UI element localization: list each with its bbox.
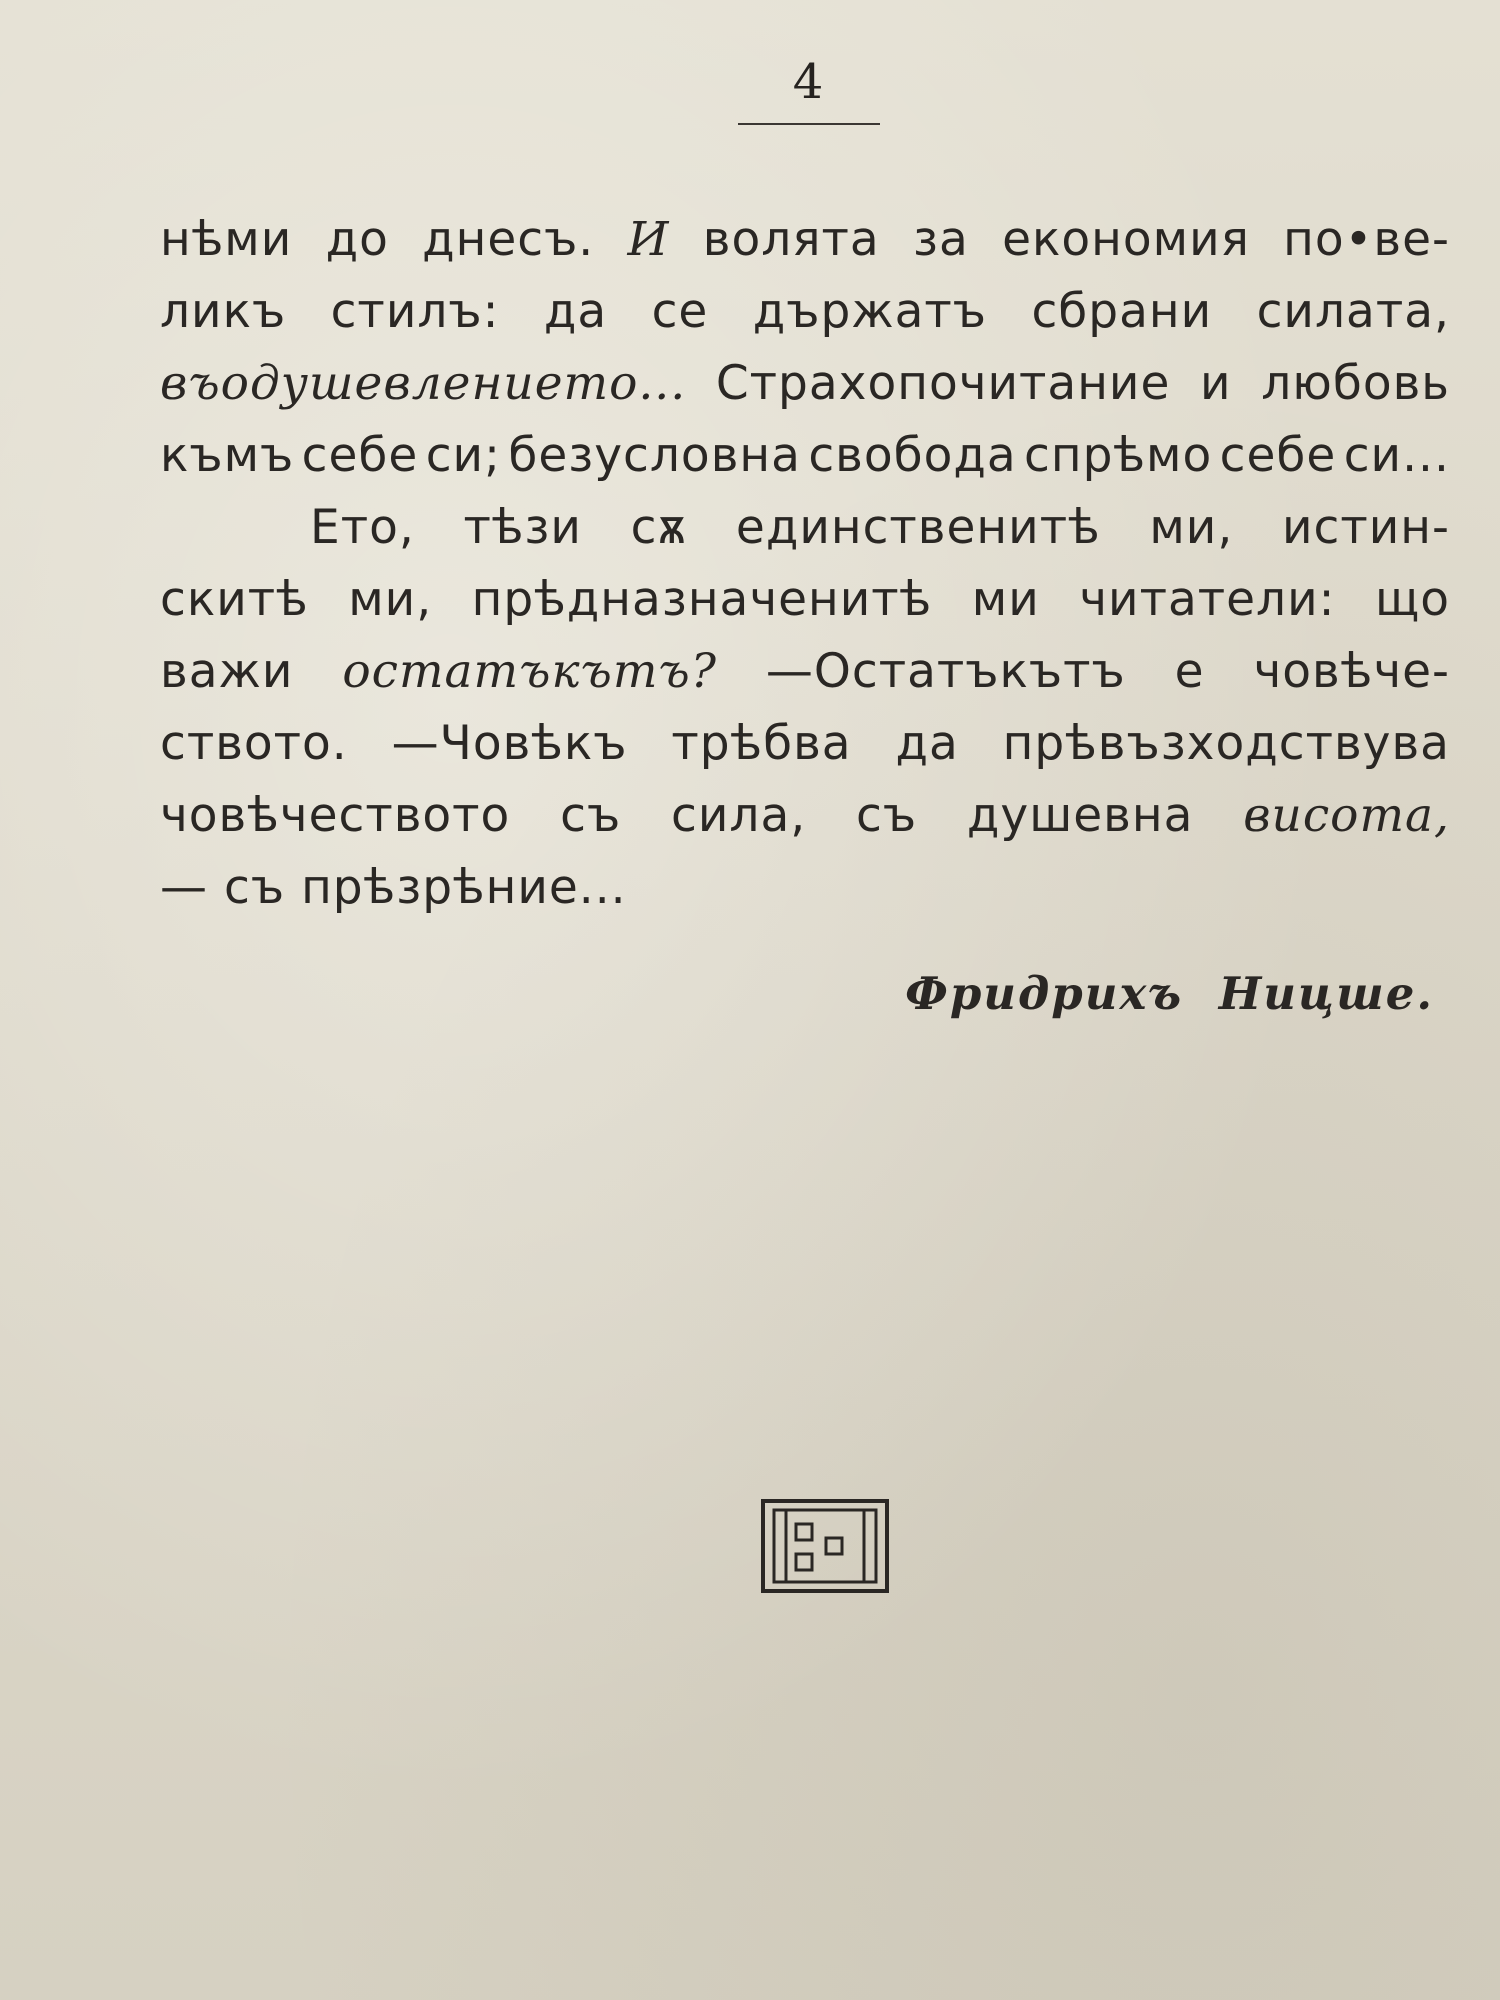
text-word: единственитѣ	[735, 500, 1101, 555]
text-line	[160, 276, 1450, 348]
text-word: съ	[856, 788, 918, 843]
text-word: спрѣмо	[1024, 428, 1213, 483]
text-line	[160, 636, 1450, 708]
text-word: държатъ	[752, 284, 988, 339]
text-line	[160, 204, 1450, 276]
text-word: до	[325, 212, 389, 267]
page-number: 4	[792, 54, 824, 110]
text-word: читатели:	[1079, 572, 1336, 627]
text-word: висота,	[1243, 788, 1450, 843]
text-word: истин-	[1281, 500, 1450, 555]
text-word: днесъ.	[422, 212, 595, 267]
text-word: важи	[160, 644, 294, 699]
text-word: къмъ	[160, 428, 295, 483]
text-word: тѣзи	[463, 500, 582, 555]
text-word: по•ве-	[1283, 212, 1450, 267]
text-word: безусловна	[508, 428, 801, 483]
text-word: ми,	[1149, 500, 1234, 555]
text-word: се	[651, 284, 709, 339]
text-word: прѣвъзходствува	[1002, 716, 1450, 771]
text-word: —Остатъкътъ	[765, 644, 1126, 699]
text-word: Ето,	[310, 500, 415, 555]
author-signature: Фридрихъ Ницше.	[905, 967, 1434, 1020]
text-word: ми,	[348, 572, 433, 627]
text-word: стилъ:	[330, 284, 500, 339]
text-line	[160, 348, 1450, 420]
text-word: волята	[702, 212, 880, 267]
printer-ornament-icon	[760, 1498, 890, 1594]
text-word: ми	[971, 572, 1040, 627]
text-word: съ	[560, 788, 622, 843]
text-word: сила,	[671, 788, 807, 843]
text-word: себе	[1219, 428, 1337, 483]
text-word: ликъ	[160, 284, 287, 339]
text-word: нѣми	[160, 212, 293, 267]
text-word: сбрани	[1031, 284, 1213, 339]
text-word: прѣдназначенитѣ	[471, 572, 933, 627]
text-word: си...	[1343, 428, 1450, 483]
text-word: съ	[224, 860, 286, 915]
text-word: си;	[425, 428, 501, 483]
text-word: да	[895, 716, 959, 771]
text-line	[160, 852, 1450, 924]
page-number-rule	[738, 123, 880, 125]
text-word: човѣчеството	[160, 788, 511, 843]
text-word: скитѣ	[160, 572, 309, 627]
text-word: економия	[1002, 212, 1250, 267]
text-word: И	[627, 212, 670, 267]
text-line	[160, 708, 1450, 780]
text-word: сѫ	[630, 500, 688, 555]
text-word: Страхопочитание	[715, 356, 1171, 411]
text-word: въодушевлението...	[160, 356, 687, 411]
text-word: за	[913, 212, 969, 267]
text-word: е	[1174, 644, 1205, 699]
text-word: свобода	[808, 428, 1017, 483]
text-word: да	[543, 284, 608, 339]
text-word: прѣзрѣние...	[301, 860, 627, 915]
text-word: остатъкътъ?	[342, 644, 717, 699]
text-word: що	[1374, 572, 1450, 627]
text-line	[160, 780, 1450, 852]
text-word: човѣче-	[1253, 644, 1450, 699]
text-word: —Човѣкъ	[391, 716, 628, 771]
text-word: любовь	[1261, 356, 1450, 411]
text-word: и	[1200, 356, 1232, 411]
text-line	[160, 492, 1450, 564]
text-word: ството.	[160, 716, 348, 771]
text-line	[160, 420, 1450, 492]
text-word: трѣбва	[671, 716, 852, 771]
text-word: себе	[301, 428, 419, 483]
text-word: силата,	[1256, 284, 1450, 339]
text-word: —	[160, 860, 208, 915]
body-text	[160, 204, 1450, 924]
text-word: душевна	[966, 788, 1194, 843]
text-line	[160, 564, 1450, 636]
